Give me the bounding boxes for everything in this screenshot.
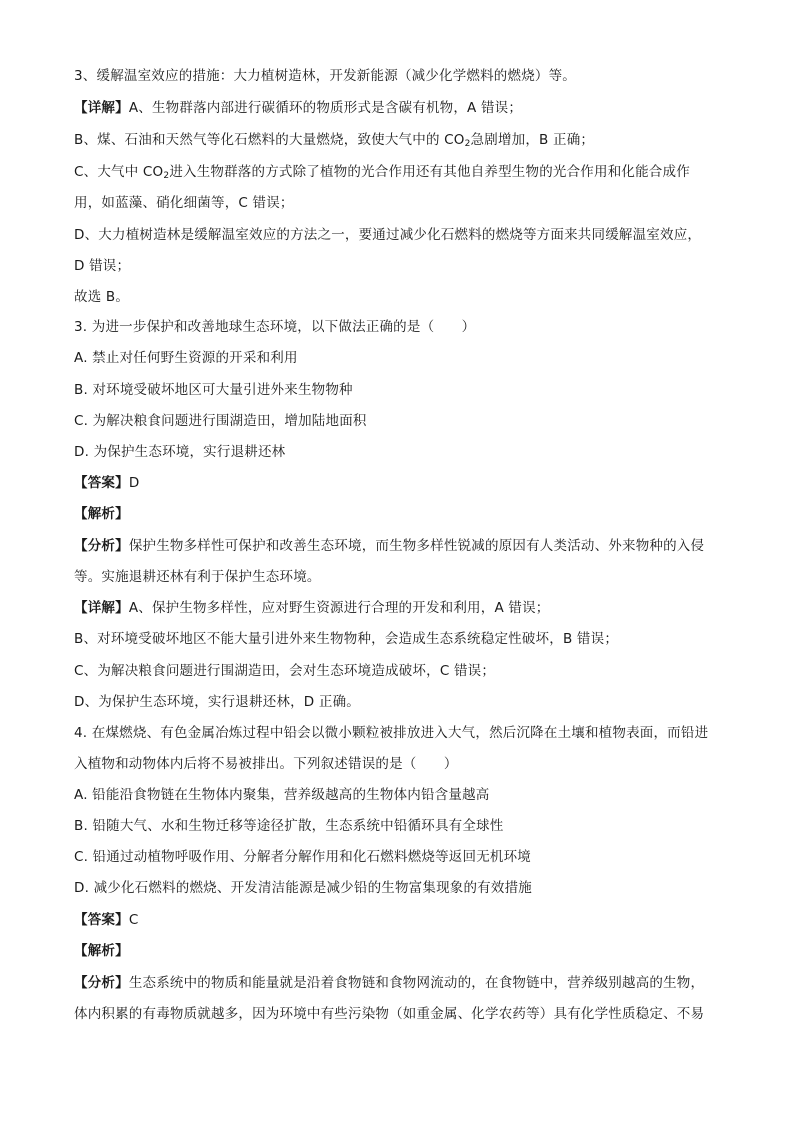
option-d: D. 减少化石燃料的燃烧、开发清洁能源是减少铅的生物富集现象的有效措施 <box>74 880 532 896</box>
text-line: D、大力植树造林是缓解温室效应的方法之一，要通过减少化石燃料的燃烧等方面来共同缓解温室效应， <box>74 227 702 243</box>
option-c: C. 铅通过动植物呼吸作用、分解者分解作用和化石燃料燃烧等返回无机环境 <box>74 849 532 865</box>
option-d: D. 为保护生态环境，实行退耕还林 <box>74 444 286 460</box>
text-line: 等。实施退耕还林有利于保护生态环境。 <box>74 569 321 585</box>
question-stem: 4. 在煤燃烧、有色金属冶炼过程中铅会以微小颗粒被排放进入大气，然后沉降在土壤和植物表面，而铅进 <box>74 725 709 741</box>
text-line: C、为解决粮食问题进行围湖造田，会对生态环境造成破坏，C 错误； <box>74 663 496 679</box>
question-stem: 3. 为进一步保护和改善地球生态环境，以下做法正确的是（ ） <box>74 319 476 335</box>
option-b: B. 对环境受破坏地区可大量引进外来生物物种 <box>74 382 353 398</box>
text-line: 【分析】生态系统中的物质和能量就是沿着食物链和食物网流动的，在食物链中，营养级别越高的生物， <box>74 975 705 991</box>
text-line: 【详解】A、生物群落内部进行碳循环的物质形式是含碳有机物，A 错误； <box>74 100 523 116</box>
option-a: A. 禁止对任何野生资源的开采和利用 <box>74 350 298 366</box>
option-b: B. 铅随大气、水和生物迁移等途径扩散，生态系统中铅循环具有全球性 <box>74 818 504 834</box>
text-line: 【分析】保护生物多样性可保护和改善生态环境，而生物多样性锐减的原因有人类活动、外来物种的入侵 <box>74 538 705 554</box>
analysis-tag: 【解析】 <box>74 506 129 522</box>
answer-tag: 【答案】 <box>74 475 129 491</box>
section-tag: 【分析】 <box>74 975 129 991</box>
text-line: 【详解】A、保护生物多样性，应对野生资源进行合理的开发和利用，A 错误； <box>74 600 550 616</box>
option-c: C. 为解决粮食问题进行围湖造田，增加陆地面积 <box>74 413 367 429</box>
section-tag: 【详解】 <box>74 600 129 616</box>
subscript: 2 <box>464 139 471 149</box>
subscript: 2 <box>163 171 170 181</box>
option-a: A. 铅能沿食物链在生物体内聚集，营养级越高的生物体内铅含量越高 <box>74 787 490 803</box>
analysis-tag: 【解析】 <box>74 943 129 959</box>
answer-line: 【答案】D <box>74 475 140 491</box>
answer-line: 【答案】C <box>74 912 139 928</box>
text-line: D、为保护生态环境，实行退耕还林，D 正确。 <box>74 694 360 710</box>
text-line: 3、缓解温室效应的措施：大力植树造林，开发新能源（减少化学燃料的燃烧）等。 <box>74 68 576 84</box>
text-line: 用，如蓝藻、硝化细菌等，C 错误； <box>74 195 294 211</box>
text-line: B、煤、石油和天然气等化石燃料的大量燃烧，致使大气中的 $CO_2$急剧增加，B 正确； <box>74 132 595 149</box>
answer-tag: 【答案】 <box>74 912 129 928</box>
text-line: D 错误； <box>74 258 131 274</box>
text-line: C、大气中 $CO_2$进入生物群落的方式除了植物的光合作用还有其他自养型生物的光合作用和化能合成作 <box>74 164 690 181</box>
text-line: 体内积累的有毒物质就越多，因为环境中有些污染物（如重金属、化学农药等）具有化学性质稳定、不易 <box>74 1006 705 1022</box>
question-stem: 入植物和动物体内后将不易被排出。下列叙述错误的是（ ） <box>74 756 458 772</box>
section-tag: 【分析】 <box>74 538 129 554</box>
analysis-heading <box>74 504 724 524</box>
section-tag: 【详解】 <box>74 100 129 116</box>
text-line: 故选 B。 <box>74 289 130 305</box>
analysis-heading <box>74 941 724 961</box>
text-line: B、对环境受破坏地区不能大量引进外来生物物种，会造成生态系统稳定性破坏，B 错误； <box>74 631 619 647</box>
